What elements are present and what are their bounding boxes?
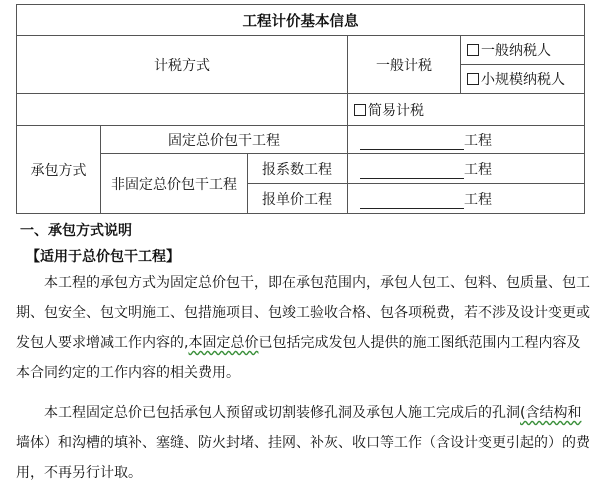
text-span: 已包括完成发包人提供的施工图纸范围内工程内容及 xyxy=(258,335,581,351)
simple-tax-label: 简易计税 xyxy=(368,102,424,119)
blank-line[interactable] xyxy=(360,135,464,150)
text-span: 本固定总价 xyxy=(188,335,259,351)
checkbox-icon[interactable] xyxy=(354,104,366,116)
paragraph-line xyxy=(16,328,592,358)
paragraph-line: 期、包安全、包文明施工、包措施项目、包竣工验收合格、包各项税费，若不涉及设计变更或 xyxy=(16,305,590,321)
small-taxpayer-label: 小规模纳税人 xyxy=(481,72,565,88)
paragraph-line: 本工程的承包方式为固定总价包干，即在承包范围内，承包人包工、包料、包质量、包工 xyxy=(44,275,590,291)
fixed-total-label: 固定总价包干工程 xyxy=(101,126,348,154)
paragraph-line: 墙体）和沟槽的填补、塞缝、防火封堵、挂网、补灰、收口等工作（含设计变更引起的）的费 xyxy=(16,435,590,451)
fixed-total-field[interactable] xyxy=(348,126,585,154)
general-tax-label: 一般计税 xyxy=(348,36,461,94)
general-taxpayer-option[interactable] xyxy=(461,36,585,65)
non-fixed-label: 非固定总价包干工程 xyxy=(101,154,248,214)
blank-line[interactable] xyxy=(360,164,464,179)
checkbox-icon[interactable] xyxy=(467,44,479,56)
project-suffix: 工程 xyxy=(464,132,492,149)
paragraph-line: 本合同约定的工作内容的相关费用。 xyxy=(16,365,240,381)
section-heading: 一、承包方式说明 xyxy=(20,223,132,239)
general-taxpayer-label: 一般纳税人 xyxy=(481,43,551,59)
paragraph-line: 用，不再另行计取。 xyxy=(16,465,142,481)
blank-line[interactable] xyxy=(360,194,464,209)
project-suffix: 工程 xyxy=(464,191,492,208)
text-span: (含结构和 xyxy=(520,405,582,421)
project-suffix: 工程 xyxy=(464,161,492,178)
table-title: 工程计价基本信息 xyxy=(17,5,585,36)
coefficient-label: 报系数工程 xyxy=(248,154,348,184)
paragraph-contract-description xyxy=(16,268,592,388)
text-span: 发包人要求增减工作内容的, xyxy=(16,335,189,351)
pricing-info-table xyxy=(16,4,585,214)
unit-price-field[interactable] xyxy=(348,184,585,214)
checkbox-icon[interactable] xyxy=(467,73,479,85)
small-taxpayer-option[interactable] xyxy=(461,65,585,94)
empty-cell xyxy=(17,94,348,126)
paragraph-line xyxy=(16,398,592,428)
text-span: 本工程固定总价已包括承包人预留或切割装修孔洞及承包人施工完成后的孔洞 xyxy=(44,405,520,421)
unit-price-label: 报单价工程 xyxy=(248,184,348,214)
subheading: 【适用于总价包干工程】 xyxy=(26,249,180,265)
contract-method-label: 承包方式 xyxy=(17,126,101,214)
simple-tax-option[interactable] xyxy=(348,94,585,126)
coefficient-field[interactable] xyxy=(348,154,585,184)
tax-method-label: 计税方式 xyxy=(17,36,348,94)
